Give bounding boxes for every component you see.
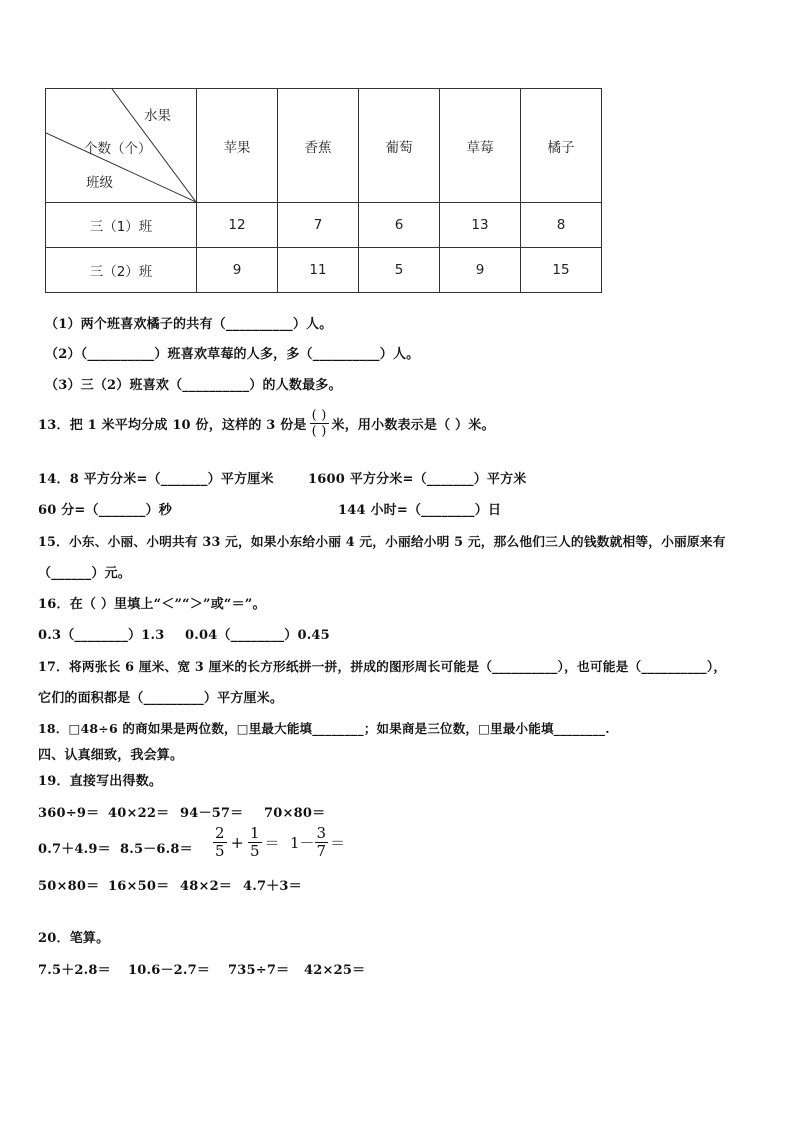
question-13 bbox=[38, 409, 495, 438]
fraction-denominator: 5 bbox=[249, 842, 260, 860]
q20-item: 42×25＝ bbox=[304, 963, 366, 978]
q19-item: 40×22＝ bbox=[108, 806, 170, 821]
q13-text-before: 13．把 1 米平均分成 10 份，这样的 3 份是 bbox=[38, 418, 307, 433]
fraction bbox=[248, 826, 262, 859]
q20-item: 735÷7＝ bbox=[228, 963, 290, 978]
q19-item: 70×80＝ bbox=[264, 806, 326, 821]
fruit-header-cell: 苹果 bbox=[197, 89, 278, 203]
q19-fraction-expression-2 bbox=[290, 826, 345, 859]
header-class-label: 班级 bbox=[86, 175, 113, 191]
value-cell: 13 bbox=[440, 203, 521, 248]
fraction-numerator: 1 bbox=[249, 824, 260, 842]
fruit-survey-table bbox=[45, 88, 602, 293]
equals-sign: ＝ bbox=[264, 834, 280, 852]
fruit-header-cell: 香蕉 bbox=[278, 89, 359, 203]
value-cell: 9 bbox=[440, 248, 521, 293]
plus-sign: + bbox=[230, 833, 244, 852]
q19-item: 50×80＝ bbox=[38, 879, 100, 894]
equals-sign: ＝ bbox=[330, 834, 346, 852]
value-cell: 11 bbox=[278, 248, 359, 293]
value-cell: 7 bbox=[278, 203, 359, 248]
fraction-numerator: 2 bbox=[215, 824, 225, 842]
class-name-cell: 三（2）班 bbox=[46, 248, 197, 293]
q12-part1: （1）两个班喜欢橘子的共有（__________）人。 bbox=[45, 317, 333, 332]
table-row bbox=[46, 248, 602, 293]
q16-part-a: 0.3（________）1.3 bbox=[38, 628, 165, 643]
fraction-denominator: 5 bbox=[215, 842, 225, 860]
fraction-denominator: ( ) bbox=[311, 424, 327, 439]
question-18: 18．□48÷6 的商如果是两位数，□里最大能填________；如果商是三位数，□里最小能填________. bbox=[38, 721, 610, 736]
fruit-header-cell: 橘子 bbox=[521, 89, 602, 203]
diagonal-header-cell bbox=[46, 89, 197, 203]
q20-title: 20．笔算。 bbox=[38, 931, 110, 946]
q13-text-after: 米，用小数表示是（ ）米。 bbox=[331, 418, 495, 433]
q19-item: 94－57＝ bbox=[180, 806, 244, 821]
q20-item: 7.5＋2.8＝ bbox=[38, 963, 111, 978]
q19-fraction-expression-1 bbox=[213, 826, 280, 859]
q19-item: 8.5－6.8＝ bbox=[120, 842, 193, 857]
q12-part3: （3）三（2）班喜欢（__________）的人数最多。 bbox=[45, 378, 342, 393]
table-header-row bbox=[46, 89, 602, 203]
q19-item: 4.7＋3＝ bbox=[243, 879, 302, 894]
q12-part2: （2）（__________）班喜欢草莓的人多，多（__________）人。 bbox=[45, 347, 420, 362]
value-cell: 5 bbox=[359, 248, 440, 293]
q19-title: 19．直接写出得数。 bbox=[38, 774, 163, 789]
value-cell: 8 bbox=[521, 203, 602, 248]
value-cell: 12 bbox=[197, 203, 278, 248]
header-count-label: 个数（个） bbox=[84, 141, 152, 157]
fraction-numerator: ( ) bbox=[311, 408, 327, 423]
value-cell: 15 bbox=[521, 248, 602, 293]
section-4-heading: 四、认真细致，我会算。 bbox=[38, 748, 184, 763]
fruit-header-cell: 草莓 bbox=[440, 89, 521, 203]
q15-line1: 15．小东、小丽、小明共有 33 元，如果小东给小丽 4 元，小丽给小明 5 元，那么他们三人的钱数就相等，小丽原来有 bbox=[38, 534, 726, 549]
q14-part-b: 1600 平方分米=（_______）平方米 bbox=[308, 472, 527, 487]
table-row bbox=[46, 203, 602, 248]
q14-part-c: 60 分=（_______）秒 bbox=[38, 503, 173, 518]
q13-fraction bbox=[310, 409, 329, 438]
fruit-header-cell: 葡萄 bbox=[359, 89, 440, 203]
value-cell: 9 bbox=[197, 248, 278, 293]
q14-part-d: 144 小时=（________）日 bbox=[338, 503, 502, 518]
q19-item: 16×50＝ bbox=[108, 879, 170, 894]
fraction bbox=[315, 826, 329, 859]
q14-part-a: 14．8 平方分米=（_______）平方厘米 bbox=[38, 472, 274, 487]
q19-item: 48×2＝ bbox=[180, 879, 233, 894]
q19-item: 360÷9＝ bbox=[38, 806, 100, 821]
q17-line1: 17．将两张长 6 厘米、宽 3 厘米的长方形纸拼一拼，拼成的图形周长可能是（__________），也可能是（__________）， bbox=[38, 659, 727, 674]
q19-item: 0.7＋4.9＝ bbox=[38, 842, 111, 857]
q16-part-b: 0.04（________）0.45 bbox=[185, 628, 330, 643]
q20-item: 10.6－2.7＝ bbox=[128, 963, 211, 978]
fraction bbox=[213, 826, 227, 859]
q16-title: 16．在（ ）里填上“＜”“＞”或“＝”。 bbox=[38, 597, 266, 612]
value-cell: 6 bbox=[359, 203, 440, 248]
fraction-denominator: 7 bbox=[316, 842, 327, 860]
one-minus: 1－ bbox=[290, 834, 315, 852]
header-fruit-label: 水果 bbox=[144, 108, 171, 124]
q15-line2: （______）元。 bbox=[38, 566, 132, 581]
fraction-numerator: 3 bbox=[316, 824, 327, 842]
q17-line2: 它们的面积都是（_________）平方厘米。 bbox=[38, 691, 284, 706]
class-name-cell: 三（1）班 bbox=[46, 203, 197, 248]
